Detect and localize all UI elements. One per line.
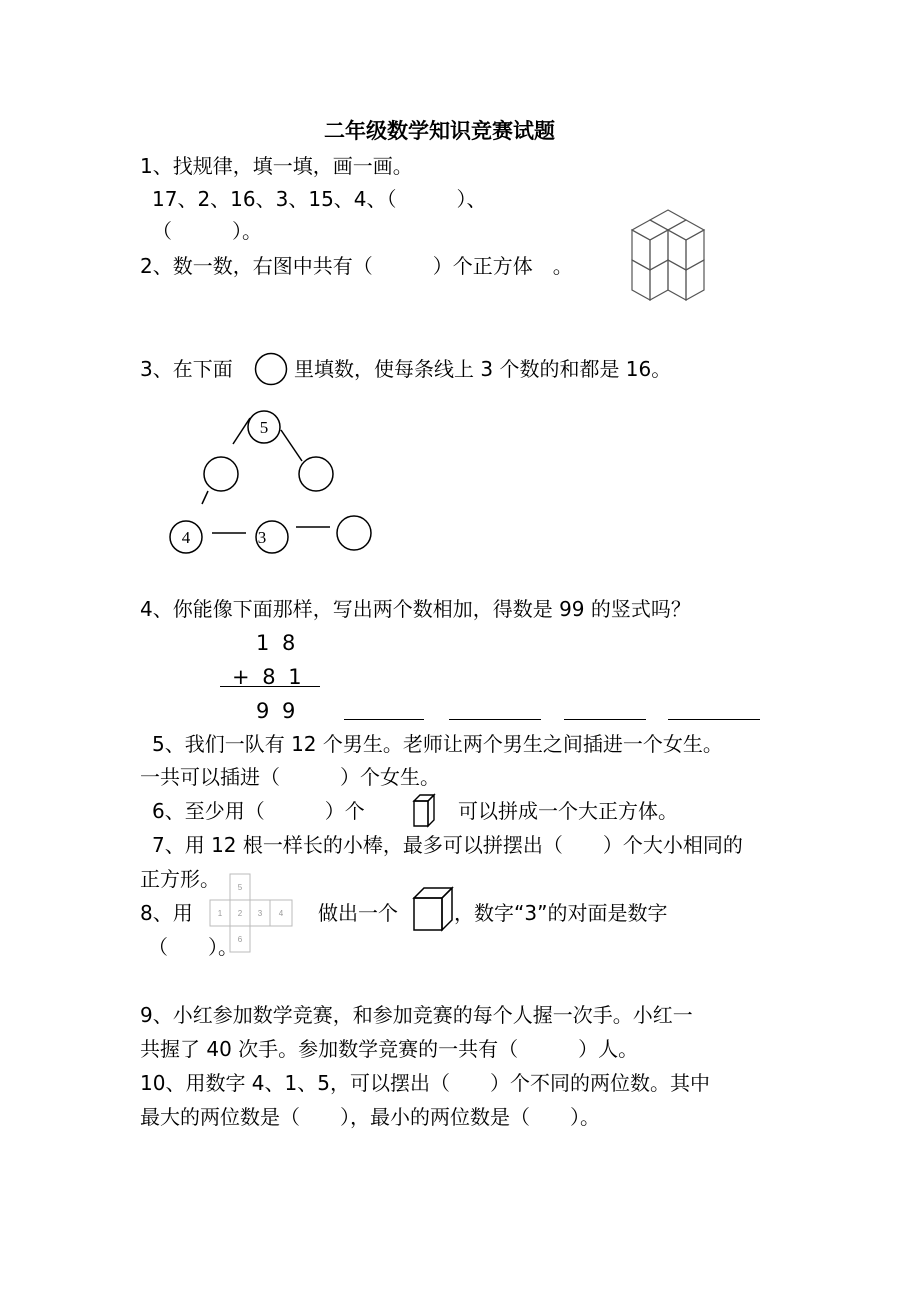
- question-10-line1: 10、用数字 4、1、5，可以摆出（ ）个不同的两位数。其中: [140, 1071, 710, 1095]
- circle-top-value: 5: [259, 418, 269, 437]
- question-9-line2: 共握了 40 次手。参加数学竞赛的一共有（ ）人。: [140, 1037, 639, 1061]
- question-7-line2: 正方形。: [140, 867, 220, 891]
- question-8-middle: 做出一个: [318, 901, 398, 925]
- question-4-text: 4、你能像下面那样，写出两个数相加，得数是 99 的竖式吗？: [140, 597, 691, 621]
- net-face-label: 4: [278, 909, 284, 918]
- net-face-label: 6: [237, 935, 243, 944]
- question-5-line1: 5、我们一队有 12 个男生。老师让两个男生之间插进一个女生。: [152, 732, 723, 756]
- question-3-prefix: 3、在下面: [140, 357, 233, 381]
- triangle-number-puzzle: [160, 400, 380, 560]
- cube-stack-figure: [628, 208, 714, 314]
- example-addend-2: + 8 1: [232, 665, 305, 689]
- question-7-line1: 7、用 12 根一样长的小棒，最多可以拼摆出（ ）个大小相同的: [152, 833, 743, 857]
- question-9-line1: 9、小红参加数学竞赛，和参加竞赛的每个人握一次手。小红一: [140, 1003, 693, 1027]
- question-10-line2: 最大的两位数是（ ），最小的两位数是（ ）。: [140, 1105, 600, 1129]
- question-2-text: 2、数一数，右图中共有（ ）个正方体 。: [140, 254, 573, 278]
- question-3-instruction: 里填数，使每条线上 3 个数的和都是 16。: [294, 357, 672, 381]
- question-8-blank: （ ）。: [148, 935, 238, 959]
- example-addend-1: 1 8: [256, 631, 299, 655]
- net-face-label: 5: [237, 883, 243, 892]
- net-face-label: 1: [217, 909, 223, 918]
- question-1-prompt: 1、找规律，填一填，画一画。: [140, 154, 413, 178]
- question-5-line2: 一共可以插进（ ）个女生。: [140, 765, 440, 789]
- example-sum: 9 9: [256, 699, 299, 723]
- cuboid-icon: [412, 794, 438, 828]
- question-1-sequence: 17、2、16、3、15、4、（ ）、: [152, 187, 487, 211]
- net-face-label: 3: [257, 909, 263, 918]
- question-8-prefix: 8、用: [140, 901, 193, 925]
- question-6-suffix: 可以拼成一个大正方体。: [458, 799, 678, 823]
- circle-bottom-mid-value: 3: [257, 528, 267, 547]
- question-6-prefix: 6、至少用（ ）个: [152, 799, 365, 823]
- question-1-blank: （ ）。: [152, 219, 262, 243]
- cube-icon: [412, 886, 454, 932]
- net-face-label: 2: [237, 909, 243, 918]
- answer-blank-3[interactable]: [564, 719, 646, 720]
- circle-bottom-left-value: 4: [181, 528, 191, 547]
- answer-blank-1[interactable]: [344, 719, 424, 720]
- answer-blank-2[interactable]: [449, 719, 541, 720]
- answer-blank-4[interactable]: [668, 719, 760, 720]
- page-title: 二年级数学知识竞赛试题: [324, 118, 555, 143]
- blank-circle-icon: [254, 352, 288, 386]
- sum-rule-line: [220, 686, 320, 687]
- question-8-suffix: ，数字“3”的对面是数字: [454, 901, 668, 925]
